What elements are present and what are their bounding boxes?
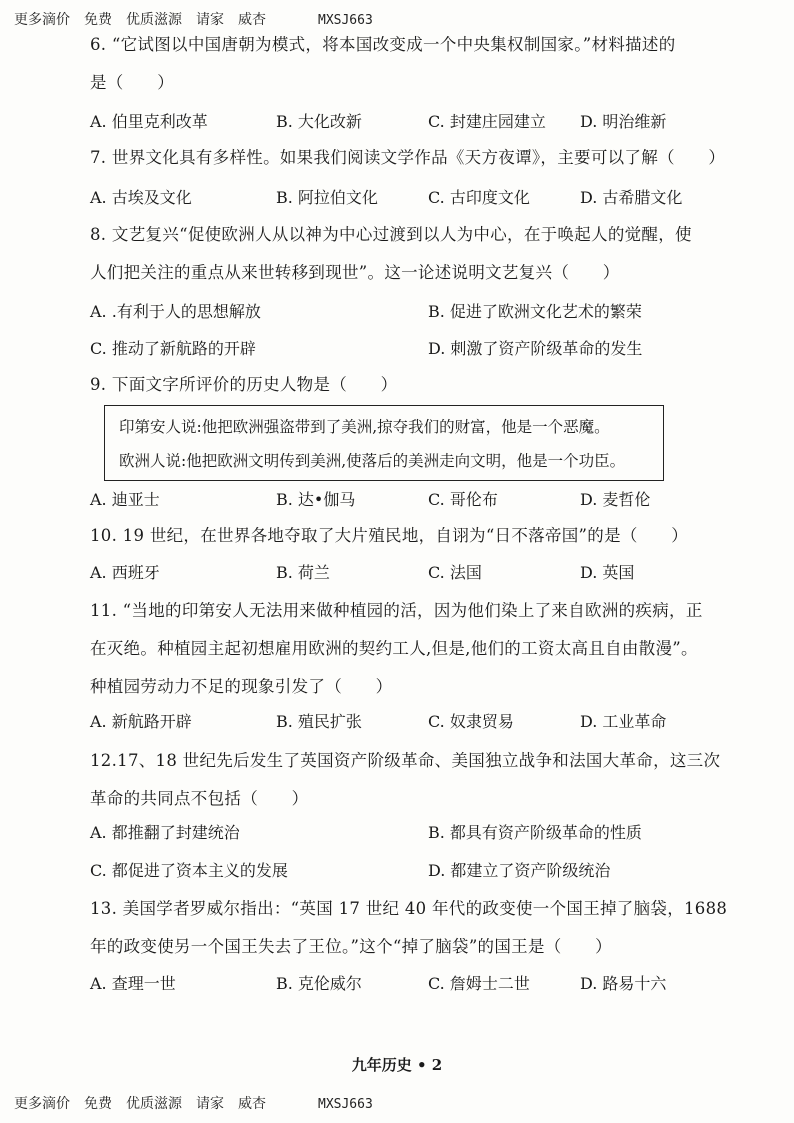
- option-d[interactable]: D. 工业革命: [580, 712, 667, 731]
- option-d[interactable]: D. 英国: [580, 563, 635, 582]
- option-d[interactable]: D. 路易十六: [580, 974, 667, 993]
- question-9: [90, 366, 710, 404]
- option-b[interactable]: B. 促进了欧洲文化艺术的繁荣: [428, 302, 642, 321]
- option-c[interactable]: C. 封建庄园建立: [428, 112, 546, 131]
- question-text: 7. 世界文化具有多样性。如果我们阅读文学作品《天方夜谭》，主要可以了解（ ）: [90, 148, 726, 167]
- option-a[interactable]: A. 都推翻了封建统治: [90, 823, 240, 842]
- option-c[interactable]: C. 法国: [428, 563, 482, 582]
- watermark-text: 更多滴价: [14, 12, 70, 28]
- option-a[interactable]: A. 古埃及文化: [90, 188, 192, 207]
- question-10: [90, 517, 710, 555]
- watermark-text: 请家: [196, 12, 224, 28]
- watermark-text: 优质滋源: [126, 1096, 182, 1112]
- question-text: 8. 文艺复兴“促使欧洲人从以神为中心过渡到以人为中心，在于唤起人的觉醒，使: [90, 225, 692, 244]
- option-c[interactable]: C. 推动了新航路的开辟: [90, 339, 256, 358]
- option-a[interactable]: A. 查理一世: [90, 974, 176, 993]
- option-b[interactable]: B. 荷兰: [276, 563, 330, 582]
- quote-line: 欧洲人说:他把欧洲文明传到美洲,使落后的美洲走向文明，他是一个功臣。: [119, 452, 626, 470]
- question-text: 10. 19 世纪，在世界各地夺取了大片殖民地，自诩为“日不落帝国”的是（ ）: [90, 526, 689, 545]
- question-text: 年的政变使另一个国王失去了王位。”这个“掉了脑袋”的国王是（ ）: [90, 937, 612, 956]
- watermark-text: 威杏: [238, 1096, 266, 1112]
- option-d[interactable]: D. 古希腊文化: [580, 188, 683, 207]
- question-7: [90, 139, 726, 177]
- question-text: 种植园劳动力不足的现象引发了（ ）: [90, 677, 393, 696]
- question-text: 12.17、18 世纪先后发生了英国资产阶级革命、美国独立战争和法国大革命，这三次: [90, 751, 721, 770]
- option-d[interactable]: D. 明治维新: [580, 112, 667, 131]
- option-c[interactable]: C. 都促进了资本主义的发展: [90, 861, 288, 880]
- watermark-code: MXSJ663: [318, 1097, 373, 1112]
- question-11-options: [90, 704, 710, 740]
- option-c[interactable]: C. 古印度文化: [428, 188, 530, 207]
- option-b[interactable]: B. 克伦威尔: [276, 974, 362, 993]
- option-a[interactable]: A. 伯里克利改革: [90, 112, 208, 131]
- question-text: 在灭绝。种植园主起初想雇用欧洲的契约工人,但是,他们的工资太高且自由散漫”。: [90, 639, 698, 658]
- question-8-options-row1: [90, 294, 710, 330]
- question-12-options-row2: [90, 853, 710, 889]
- option-a[interactable]: A. 迪亚士: [90, 490, 160, 509]
- option-c[interactable]: C. 哥伦布: [428, 490, 498, 509]
- watermark-text: 免费: [84, 1096, 112, 1112]
- question-12-options-row1: [90, 815, 710, 851]
- option-a[interactable]: A. 新航路开辟: [90, 712, 192, 731]
- question-text: 9. 下面文字所评价的历史人物是（ ）: [90, 375, 398, 394]
- question-11: [90, 592, 710, 706]
- question-text: 6. “它试图以中国唐朝为模式，将本国改变成一个中央集权制国家。”材料描述的: [90, 35, 676, 54]
- question-10-options: [90, 555, 710, 591]
- question-6: [90, 26, 710, 102]
- question-text: 人们把关注的重点从来世转移到现世”。这一论述说明文艺复兴（ ）: [90, 263, 620, 282]
- option-d[interactable]: D. 刺激了资产阶级革命的发生: [428, 339, 643, 358]
- quote-box: [104, 405, 664, 481]
- question-text: 革命的共同点不包括（ ）: [90, 789, 309, 808]
- option-c[interactable]: C. 詹姆士二世: [428, 974, 530, 993]
- watermark-text: 威杏: [238, 12, 266, 28]
- question-12: [90, 742, 721, 818]
- option-b[interactable]: B. 大化改新: [276, 112, 362, 131]
- question-8-options-row2: [90, 331, 710, 367]
- question-7-options: [90, 180, 710, 216]
- question-13: [90, 890, 728, 966]
- question-text: 是（ ）: [90, 73, 174, 92]
- watermark-text: 免费: [84, 12, 112, 28]
- watermark-text: 请家: [196, 1096, 224, 1112]
- option-b[interactable]: B. 殖民扩张: [276, 712, 362, 731]
- question-text: 13. 美国学者罗威尔指出：“英国 17 世纪 40 年代的政变使一个国王掉了脑袋，1688: [90, 899, 728, 918]
- option-d[interactable]: D. 麦哲伦: [580, 490, 651, 509]
- question-6-options: [90, 104, 710, 140]
- question-9-options: [90, 482, 710, 518]
- option-a[interactable]: A. 西班牙: [90, 563, 160, 582]
- watermark-code: MXSJ663: [318, 13, 373, 28]
- option-b[interactable]: B. 达•伽马: [276, 490, 356, 509]
- watermark-text: 优质滋源: [126, 12, 182, 28]
- question-8: [90, 216, 710, 292]
- option-b[interactable]: B. 都具有资产阶级革命的性质: [428, 823, 642, 842]
- page-footer: 九年历史 • 2: [351, 1056, 443, 1074]
- question-13-options: [90, 966, 710, 1002]
- watermark-footer: [14, 1093, 387, 1113]
- quote-line: 印第安人说:他把欧洲强盗带到了美洲,掠夺我们的财富，他是一个恶魔。: [119, 418, 610, 436]
- option-c[interactable]: C. 奴隶贸易: [428, 712, 514, 731]
- option-b[interactable]: B. 阿拉伯文化: [276, 188, 378, 207]
- watermark-text: 更多滴价: [14, 1096, 70, 1112]
- option-d[interactable]: D. 都建立了资产阶级统治: [428, 861, 611, 880]
- question-text: 11. “当地的印第安人无法用来做种植园的活，因为他们染上了来自欧洲的疾病，正: [90, 601, 703, 620]
- option-a[interactable]: A. .有利于人的思想解放: [90, 302, 261, 321]
